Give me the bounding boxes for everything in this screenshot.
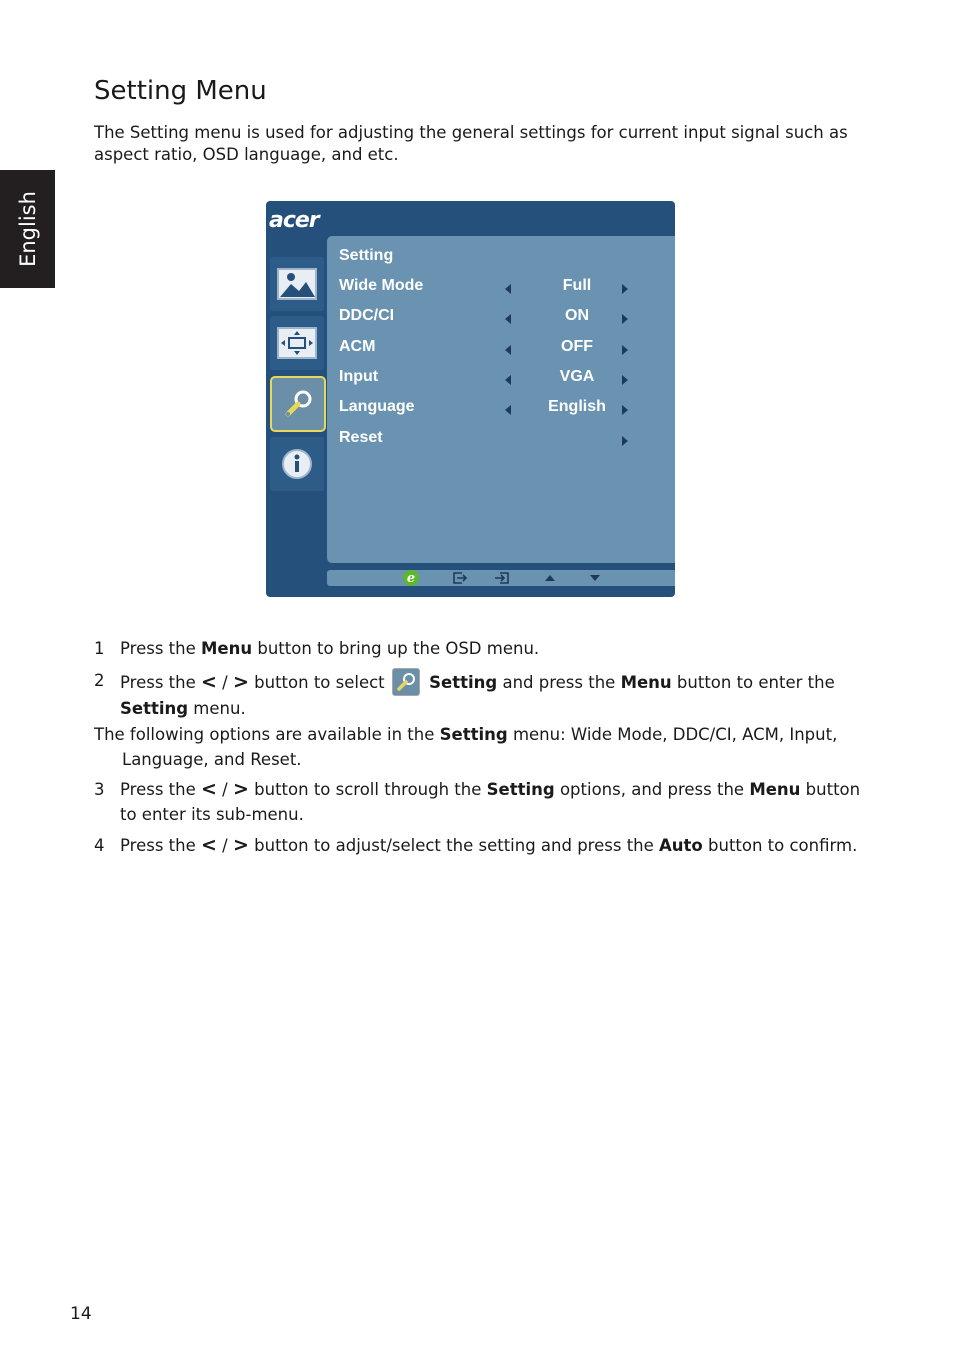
arrow-left-icon [505,284,511,294]
step-text: Press the < / > button to adjust/select the setting and press the Auto button to confirm. [120,834,858,856]
osd-row-reset [339,429,639,453]
osd-panel-title [339,247,639,271]
arrow-left-icon [505,375,511,385]
step-number: 1 [94,639,105,658]
step-4 [94,833,874,858]
arrow-right-icon [622,284,628,294]
osd-row-wide-mode [339,277,639,301]
position-icon [270,316,324,370]
enter-icon [494,570,510,586]
arrow-right-icon [622,436,628,446]
left-chevron-icon: < [201,778,217,800]
osd-setting-panel [327,236,675,563]
step-3 [94,777,874,827]
info-icon [270,437,324,491]
osd-row-value: VGA [559,368,595,385]
osd-row-value: English [548,398,606,415]
step-number: 4 [94,836,105,855]
arrow-right-icon [622,314,628,324]
osd-row-label: ACM [339,338,376,355]
osd-row-value: OFF [561,338,593,355]
left-chevron-icon: < [201,671,217,693]
osd-row-value: ON [565,307,589,324]
setting-icon [392,668,420,696]
step-1 [94,636,874,661]
osd-row-label: Input [339,368,379,385]
right-chevron-icon: > [232,778,249,800]
osd-bottom-bar [327,570,675,586]
osd-row-acm [339,338,639,362]
arrow-left-icon [505,345,511,355]
intro-paragraph: The Setting menu is used for adjusting the general settings for current input signal such as aspect ratio, OSD language, and etc. [94,123,848,164]
language-tab [0,170,55,288]
acer-logo: acer [269,208,319,233]
step-text: The following options are available in the Setting menu: Wide Mode, DDC/CI, ACM, Input, Language, and Reset. [94,725,838,769]
page-title: Setting Menu [94,76,267,106]
right-chevron-icon: > [232,834,249,856]
osd-row-language [339,398,639,422]
arrow-right-icon [622,375,628,385]
options-paragraph [94,722,874,772]
step-number: 2 [94,671,105,690]
osd-panel-title-label: Setting [339,247,394,264]
osd-row-ddc-ci [339,307,639,331]
setting-icon [270,376,326,432]
arrow-left-icon [505,314,511,324]
page-number: 14 [70,1304,92,1324]
osd-row-label: Wide Mode [339,277,424,294]
arrow-right-icon [622,405,628,415]
picture-icon [270,257,324,311]
step-text: Press the < / > button to select Setting and press the Menu button to enter the Setting menu. [94,668,874,721]
arrow-left-icon [505,405,511,415]
down-icon [589,570,601,586]
step-text: Press the Menu button to bring up the OSD menu. [120,639,540,658]
osd-row-value: Full [562,277,592,294]
step-number: 3 [94,780,105,799]
osd-row-label: Reset [339,429,383,446]
e-icon: e [403,570,419,586]
language-tab-label: English [15,191,40,267]
arrow-right-icon [622,345,628,355]
exit-icon [452,570,468,586]
step-text: Press the < / > button to scroll through the Setting options, and press the Menu button to enter its sub-menu. [120,778,861,824]
left-chevron-icon: < [201,834,217,856]
step-2 [94,668,874,721]
up-icon [544,570,556,586]
osd-menu-illustration [266,201,675,597]
right-chevron-icon: > [232,671,249,693]
osd-row-label: Language [339,398,415,415]
osd-row-label: DDC/CI [339,307,395,324]
osd-row-input [339,368,639,392]
